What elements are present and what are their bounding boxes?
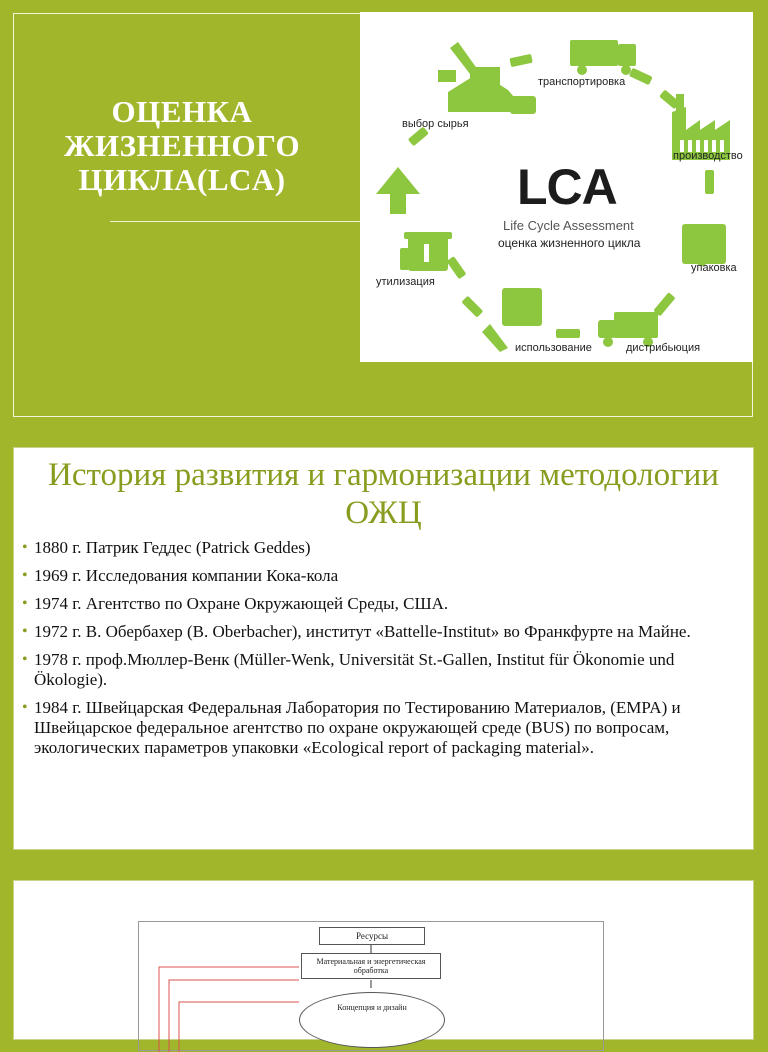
history-title: История развития и гармонизации методологии ОЖЦ xyxy=(48,457,719,531)
stage-label-distribution: дистрибьюция xyxy=(626,342,701,354)
stage-label-raw: выбор сырья xyxy=(402,118,469,130)
flow-box-design: Концепция и дизайн xyxy=(299,992,445,1048)
flow-slide xyxy=(13,880,754,1040)
truck-icon xyxy=(570,40,636,75)
lca-cycle-graphic xyxy=(360,12,753,362)
flow-box-resources: Ресурсы xyxy=(319,927,425,945)
stage-label-packaging: упаковка xyxy=(691,262,737,274)
title-line: ЖИЗНЕННОГО xyxy=(63,128,301,163)
cycle-dash xyxy=(629,68,653,85)
cycle-dash xyxy=(461,296,483,318)
history-slide xyxy=(13,447,754,850)
title-line: ОЦЕНКА xyxy=(111,94,253,129)
feedback-arrow xyxy=(169,980,299,1052)
lca-logo-text: LCA xyxy=(517,159,617,215)
cycle-dash xyxy=(556,329,580,338)
history-item: • 1974 г. Агентство по Охране Окружающей Среды, США. xyxy=(20,594,739,614)
cycle-dash xyxy=(509,54,532,67)
slide-title xyxy=(32,95,332,197)
excavator-icon xyxy=(438,42,536,114)
cycle-dash xyxy=(705,170,714,194)
lca-subtitle-en: Life Cycle Assessment xyxy=(503,218,634,233)
lca-subtitle-ru: оценка жизненного цикла xyxy=(498,236,641,250)
stage-label-use: использование xyxy=(515,342,592,354)
history-item: • 1880 г. Патрик Геддес (Patrick Geddes) xyxy=(20,538,739,558)
cycle-dash xyxy=(446,256,466,279)
up-arrow-icon xyxy=(376,167,420,214)
stage-label-production: производство xyxy=(673,150,743,162)
package-icon xyxy=(682,224,726,264)
title-line: ЦИКЛА(LCA) xyxy=(78,162,286,197)
history-item: • 1972 г. В. Обербахер (B. Oberbacher), институт «Battelle-Institut» во Франкфурте на Майне. xyxy=(20,622,739,642)
flow-box-processing: Материальная и энергетическая обработка xyxy=(301,953,441,979)
title-divider xyxy=(110,221,360,222)
feedback-arrow xyxy=(179,1002,299,1052)
stage-label-disposal: утилизация xyxy=(376,276,435,288)
history-item: • 1969 г. Исследования компании Кока-кола xyxy=(20,566,739,586)
history-item: • 1984 г. Швейцарская Федеральная Лаборатория по Тестированию Материалов, (EMPA) и Швейцарское федеральное агентство по охране окружающей среде (BUS) по вопросам, экологических параметров упаковки «Ecological report of packaging material». xyxy=(20,698,739,758)
flow-diagram-frame xyxy=(138,921,604,1051)
history-item: • 1978 г. проф.Мюллер-Венк (Müller-Wenk, Universität St.-Gallen, Institut für Ökonomie und Ökologie). xyxy=(20,650,739,690)
history-list xyxy=(14,538,753,758)
cycle-dash xyxy=(400,248,409,270)
stage-label-transport: транспортировка xyxy=(538,76,626,88)
